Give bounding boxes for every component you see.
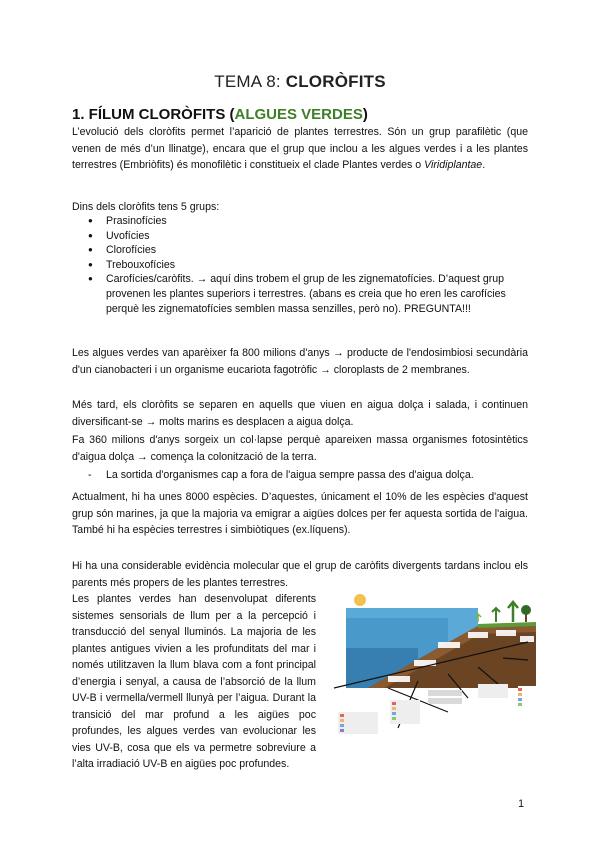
- heading-prefix: 1. FÍLUM CLORÒFITS (: [72, 106, 235, 123]
- dash-item: [88, 467, 528, 483]
- intro-text: L’evolució dels cloròfits permet l’aparició de plantes terrestres. Són un grup parafilètic (que venen de més d’un llinatge), encara que el grup que inclou a les algues verdes i a les plantes terrestres (Embriòfits) és monofilètic i constitueix el clade Plantes verdes o: [72, 126, 528, 171]
- dash-text: La sortida d'organismes cap a fora de l'aigua sempre passa des d'aigua dolça.: [106, 469, 474, 481]
- title-bold: CLORÒFITS: [285, 72, 386, 91]
- heading-suffix: ): [362, 106, 368, 123]
- intro-italic: Viridiplantae: [424, 159, 483, 171]
- list-item: ● Trebouxofícies: [88, 258, 528, 273]
- paragraph-evidence: Hi ha una considerable evidència molecular que el grup de caròfits divergents tardans inclou els parents més propers de les plantes terrestres.: [72, 560, 528, 589]
- page-number: 1: [518, 798, 524, 810]
- intro-end: .: [482, 159, 486, 171]
- paragraph-groups-intro: Dins dels cloròfits tens 5 grups:: [72, 201, 220, 213]
- title-prefix: TEMA 8:: [214, 72, 286, 91]
- list-item: ● Prasinofícies: [88, 214, 528, 229]
- paragraph-intro: [72, 124, 528, 174]
- plant-icon: [521, 605, 531, 615]
- paragraph-separation: Més tard, els cloròfits se separen en aquells que viuen en aigua dolça i salada, i continuen diversificant-se → molts marins es desplacen a aigua dolça.: [72, 399, 528, 428]
- list-item: ● Uvofícies: [88, 229, 528, 244]
- list-item: ● Carofícies/caròfits. → aquí dins trobem el grup de les zignematofícies. D’aquest grup provenen les plantes superiors i terrestres. (abans es creia que ho eren les carofícies perquè les zignematofícies semblen massa senzilles, però no). PREGUNTA!!!: [88, 272, 528, 316]
- evolution-light-diagram: [328, 588, 540, 738]
- paragraph-collapse: Fa 360 milions d'anys sorgeix un col·lapse perquè apareixen massa organismes fotosintètics d'aigua dolça → comença la colonització de la terra.: [72, 434, 528, 463]
- section-heading: [72, 106, 368, 123]
- page-title: [0, 72, 600, 92]
- heading-green: ALGUES VERDES: [234, 106, 363, 123]
- paragraph-origin: Les algues verdes van aparèixer fa 800 milions d'anys → producte de l'endosimbiosi secundària d'un cianobacteri i un organisme eucariota fagotròfic → cloroplasts de 2 membranes.: [72, 347, 528, 376]
- list-item: ● Clorofícies: [88, 243, 528, 258]
- groups-list: [88, 214, 528, 316]
- paragraph-species: Actualment, hi ha unes 8000 espècies. D’aquestes, únicament el 10% de les espècies d'aquest grup són marines, ja que la majoria va emigrar a aigües dolces per fer aquesta sortida de l'aigua. També hi ha espècies terrestres i simbiòtiques (ex.líquens).: [72, 491, 528, 536]
- sun-icon: [354, 594, 366, 606]
- dash-mark: -: [88, 469, 92, 481]
- paragraph-light-systems: Les plantes verdes han desenvolupat diferents sistemes sensorials de llum per a la percepció i transducció del senyal lluminós. La majoria de les plantes antigues vivien a les profunditats del mar i només utilitzaven la llum blava com a font principal d’energia i senyal, a causa de l’absorció de la llum UV-B i vermella/vermell llunyà per l’aigua. Durant la transició del mar profund a les aigües poc profundes, les algues verdes van evolucionar les vies UV-B, cosa que els va permetre sobreviure a l’alta irradiació UV-B en aigües poc profundes.: [72, 593, 316, 770]
